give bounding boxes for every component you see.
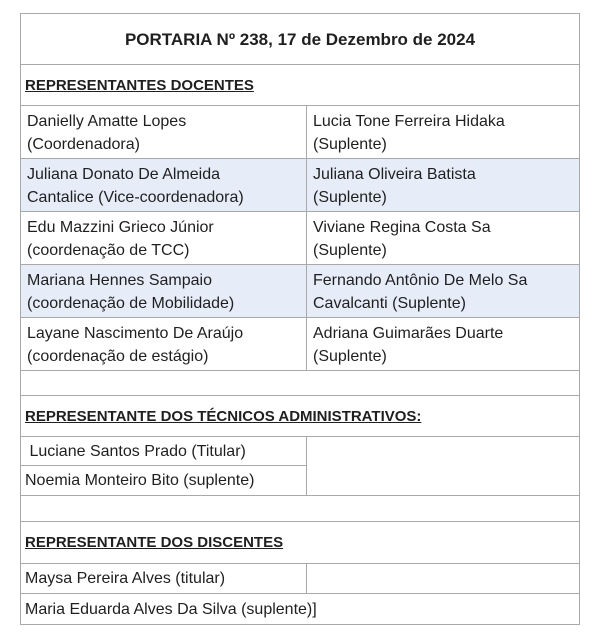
document-title: PORTARIA Nº 238, 17 de Dezembro de 2024 — [20, 13, 580, 65]
tecnico-titular: Luciane Santos Prado (Titular) — [20, 436, 307, 466]
section-heading-tecnicos: REPRESENTANTE DOS TÉCNICOS ADMINISTRATIVOS: — [20, 395, 580, 437]
suplente-role: (Suplente) — [313, 189, 387, 206]
docente-role: (coordenação de estágio) — [27, 348, 209, 365]
section-heading-docentes: REPRESENTANTES DOCENTES — [20, 64, 580, 106]
empty-cell — [306, 563, 580, 594]
docente-role: (coordenação de Mobilidade) — [27, 295, 235, 312]
docente-name: Layane Nascimento De Araújo — [27, 325, 244, 342]
docente-role: Cantalice (Vice-coordenadora) — [27, 189, 244, 206]
docente-role: (Coordenadora) — [27, 136, 140, 153]
suplente-role: (Suplente) — [313, 242, 387, 259]
docente-suplente-cell — [306, 211, 580, 265]
tecnico-suplente: Noemia Monteiro Bito (suplente) — [20, 465, 307, 496]
docente-role: (coordenação de TCC) — [27, 242, 190, 259]
docente-titular-cell — [20, 317, 307, 371]
suplente-name: Fernando Antônio De Melo Sa — [313, 272, 528, 289]
empty-row — [20, 495, 580, 522]
docente-titular-cell — [20, 264, 307, 318]
docente-suplente-cell — [306, 158, 580, 212]
portaria-table — [20, 13, 580, 625]
docente-suplente-cell — [306, 105, 580, 159]
section-heading-discentes: REPRESENTANTE DOS DISCENTES — [20, 521, 580, 564]
suplente-name: Adriana Guimarães Duarte — [313, 325, 504, 342]
empty-row — [20, 370, 580, 396]
docente-name: Danielly Amatte Lopes — [27, 113, 187, 130]
suplente-name: Viviane Regina Costa Sa — [313, 219, 491, 236]
suplente-name: Juliana Oliveira Batista — [313, 166, 476, 183]
docente-name: Edu Mazzini Grieco Júnior — [27, 219, 214, 236]
docente-name: Juliana Donato De Almeida — [27, 166, 221, 183]
suplente-role: (Suplente) — [313, 348, 387, 365]
suplente-name: Lucia Tone Ferreira Hidaka — [313, 113, 505, 130]
discente-suplente: Maria Eduarda Alves Da Silva (suplente)] — [20, 593, 580, 625]
docente-suplente-cell — [306, 264, 580, 318]
docente-titular-cell — [20, 158, 307, 212]
docente-titular-cell — [20, 105, 307, 159]
suplente-role: (Suplente) — [313, 136, 387, 153]
suplente-role: Cavalcanti (Suplente) — [313, 295, 466, 312]
discente-titular: Maysa Pereira Alves (titular) — [20, 563, 307, 594]
docente-titular-cell — [20, 211, 307, 265]
docente-suplente-cell — [306, 317, 580, 371]
empty-cell — [306, 436, 580, 496]
docente-name: Mariana Hennes Sampaio — [27, 272, 212, 289]
